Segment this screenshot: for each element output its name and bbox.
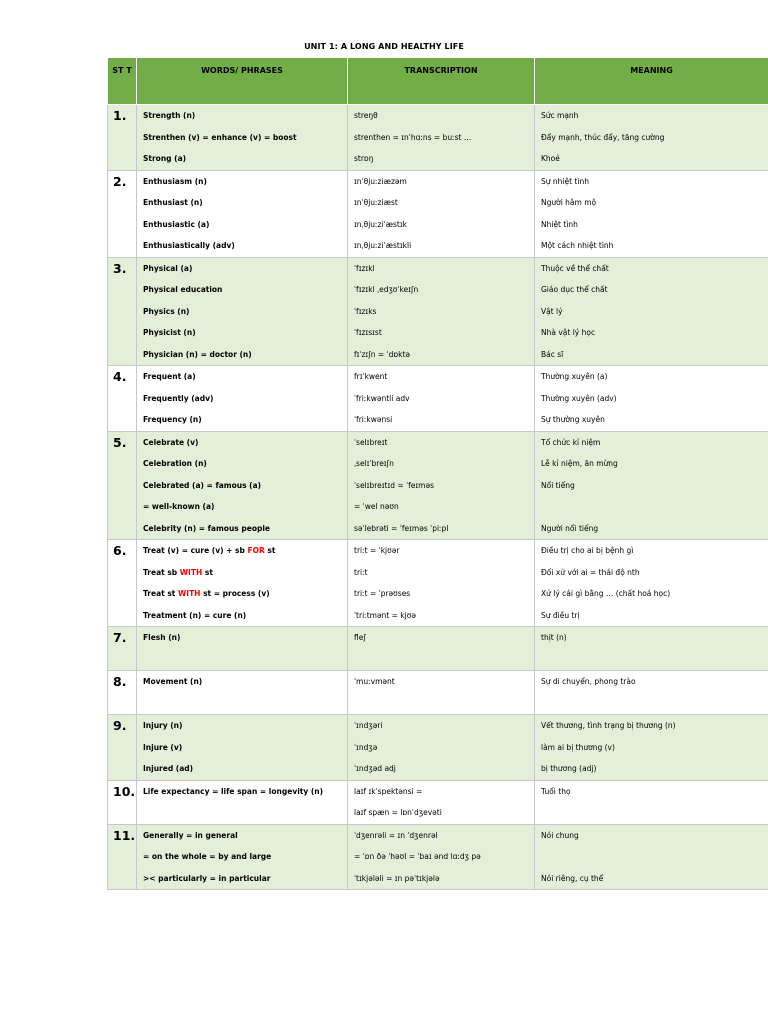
header-meaning: MEANING bbox=[535, 58, 768, 105]
transcription-line: ˈɪndʒəri bbox=[354, 721, 383, 730]
transcription-line: triːt bbox=[354, 567, 368, 577]
trans-cell bbox=[348, 366, 535, 432]
word-line: Treatment (n) = cure (n) bbox=[143, 610, 247, 620]
header-words: WORDS/ PHRASES bbox=[137, 58, 348, 105]
word-line: Physics (n) bbox=[143, 306, 190, 316]
meaning-line bbox=[535, 846, 768, 868]
transcription-line: frɪˈkwent bbox=[354, 372, 388, 381]
transcription-line: ˈɪndʒə bbox=[354, 742, 378, 752]
transcription-line: ˈfɪzɪkl ˌedʒʊˈkeɪʃn bbox=[354, 285, 419, 294]
word-line: Enthusiastically (adv) bbox=[143, 241, 235, 250]
transcription-line: ˈselɪbreɪtɪd = ˈfeɪməs bbox=[354, 480, 435, 490]
mean-cell bbox=[535, 257, 768, 366]
mean-cell bbox=[535, 540, 768, 627]
words-cell bbox=[137, 540, 348, 627]
transcription-line: ɪnˌθjuːziˈæstɪk bbox=[354, 219, 407, 229]
word-line: Treat st WITH st = process (v) bbox=[143, 589, 270, 598]
transcription-line: fleʃ bbox=[354, 633, 366, 642]
meaning-line: Nói riêng, cụ thể bbox=[541, 873, 604, 883]
transcription-line: ɪnˌθjuːziˈæstɪkli bbox=[354, 241, 412, 250]
words-cell bbox=[137, 366, 348, 432]
trans-cell bbox=[348, 540, 535, 627]
row-number: 11. bbox=[113, 827, 136, 843]
transcription-line: = ˈwel nəʊn bbox=[354, 502, 399, 511]
mean-cell bbox=[535, 366, 768, 432]
meaning-line: Thuộc về thể chất bbox=[541, 263, 609, 273]
word-line: = on the whole = by and large bbox=[143, 852, 272, 861]
transcription-line: strenthen = ɪnˈhɑːns = buːst … bbox=[354, 132, 472, 142]
word-line: Celebration (n) bbox=[143, 459, 207, 468]
trans-cell bbox=[348, 715, 535, 781]
meaning-line: Nổi tiếng bbox=[541, 480, 575, 490]
word-line: Life expectancy = life span = longevity (n) bbox=[143, 786, 324, 796]
words-cell bbox=[137, 627, 348, 671]
meaning-line: thịt (n) bbox=[541, 633, 567, 642]
meaning-line: Sự điều trị bbox=[541, 610, 580, 620]
transcription-line: = ˈɒn ðə ˈhəʊl = ˈbaɪ ənd lɑːdʒ pə bbox=[354, 852, 481, 861]
meaning-line: làm ai bị thương (v) bbox=[541, 742, 615, 752]
table-row bbox=[108, 715, 768, 781]
word-line bbox=[137, 649, 347, 671]
row-number: 5. bbox=[113, 434, 127, 450]
highlight-preposition: WITH bbox=[178, 589, 201, 598]
meaning-line: Vết thương, tình trạng bị thương (n) bbox=[541, 721, 676, 730]
meaning-line: Đẩy mạnh, thúc đẩy, tăng cường bbox=[541, 132, 665, 142]
mean-cell bbox=[535, 170, 768, 257]
table-row bbox=[108, 105, 768, 171]
meaning-line: Bác sĩ bbox=[541, 349, 564, 359]
row-number-cell bbox=[108, 366, 137, 432]
table-row bbox=[108, 170, 768, 257]
meaning-line: Tuổi thọ bbox=[541, 786, 571, 796]
meaning-line: Nhà vật lý học bbox=[541, 328, 596, 337]
table-row bbox=[108, 431, 768, 540]
transcription-line: ˈselɪbreɪt bbox=[354, 437, 388, 447]
meaning-line bbox=[535, 649, 768, 671]
meaning-line: Sự di chuyển, phong trào bbox=[541, 677, 636, 686]
meaning-line: Người hâm mộ bbox=[541, 198, 597, 207]
transcription-line bbox=[348, 693, 534, 715]
meaning-line: Khoẻ bbox=[541, 154, 560, 163]
meaning-line: Sức mạnh bbox=[541, 111, 579, 120]
mean-cell bbox=[535, 627, 768, 671]
word-line: Physician (n) = doctor (n) bbox=[143, 349, 252, 359]
row-number: 4. bbox=[113, 369, 127, 384]
row-number: 1. bbox=[113, 108, 127, 123]
row-number: 3. bbox=[113, 260, 127, 276]
words-cell bbox=[137, 105, 348, 171]
word-line: Frequently (adv) bbox=[143, 393, 214, 403]
meaning-line: Người nổi tiếng bbox=[541, 523, 599, 533]
table-row bbox=[108, 671, 768, 715]
meaning-line: Thường xuyên (a) bbox=[541, 372, 608, 381]
word-line: Generally = in general bbox=[143, 830, 238, 840]
word-line bbox=[137, 693, 347, 715]
row-number-cell bbox=[108, 170, 137, 257]
meaning-line: Đối xử với ai = thái độ nth bbox=[541, 567, 640, 577]
row-number-cell bbox=[108, 431, 137, 540]
transcription-line: ˈmuːvmənt bbox=[354, 677, 395, 686]
table-row bbox=[108, 627, 768, 671]
words-cell bbox=[137, 170, 348, 257]
word-line: Treat (v) = cure (v) + sb FOR st bbox=[143, 546, 276, 555]
word-line: Injury (n) bbox=[143, 721, 183, 730]
word-line: Physical (a) bbox=[143, 263, 193, 273]
meaning-line: Điều trị cho ai bị bệnh gì bbox=[541, 546, 634, 555]
meaning-line: Lễ kỉ niệm, ăn mừng bbox=[541, 459, 618, 468]
meaning-line: bị thương (adj) bbox=[541, 764, 597, 773]
row-number-cell bbox=[108, 105, 137, 171]
word-line: Enthusiasm (n) bbox=[143, 176, 207, 186]
meaning-line: Nói chung bbox=[541, 830, 579, 840]
table-row bbox=[108, 540, 768, 627]
table-row bbox=[108, 257, 768, 366]
row-number: 8. bbox=[113, 674, 127, 689]
mean-cell bbox=[535, 780, 768, 824]
document-title: UNIT 1: A LONG AND HEALTHY LIFE bbox=[304, 42, 464, 51]
words-cell bbox=[137, 715, 348, 781]
transcription-line: laɪf spæn = lɒnˈdʒevəti bbox=[354, 808, 442, 817]
word-line: Celebrity (n) = famous people bbox=[143, 523, 271, 533]
row-number-cell bbox=[108, 257, 137, 366]
meaning-line: Vật lý bbox=[541, 306, 563, 316]
meaning-line: Xử lý cái gì bằng … (chất hoá học) bbox=[541, 589, 671, 598]
trans-cell bbox=[348, 170, 535, 257]
transcription-line: triːt = ˈprəʊses bbox=[354, 589, 411, 598]
transcription-line: fɪˈzɪʃn = ˈdɒktə bbox=[354, 349, 411, 359]
transcription-line: ˈfɪzɪkl bbox=[354, 263, 375, 273]
meaning-line bbox=[535, 802, 768, 824]
transcription-line: ˈfɪzɪks bbox=[354, 306, 377, 316]
word-line: Injured (ad) bbox=[143, 764, 194, 773]
row-number-cell bbox=[108, 780, 137, 824]
meaning-line: Thường xuyên (adv) bbox=[541, 393, 617, 403]
word-line: Celebrate (v) bbox=[143, 437, 199, 447]
row-number: 6. bbox=[113, 543, 127, 558]
transcription-line: ɪnˈθjuːziæzəm bbox=[354, 176, 407, 186]
word-line: Strong (a) bbox=[143, 154, 187, 163]
mean-cell bbox=[535, 671, 768, 715]
header-st: ST T bbox=[108, 58, 137, 105]
words-cell bbox=[137, 257, 348, 366]
transcription-line: ˈfriːkwənsi bbox=[354, 415, 393, 424]
transcription-line: strɒŋ bbox=[354, 154, 374, 163]
header-transcription: TRANSCRIPTION bbox=[348, 58, 535, 105]
row-number-cell bbox=[108, 824, 137, 890]
highlight-preposition: FOR bbox=[247, 546, 265, 555]
table-row bbox=[108, 824, 768, 890]
word-line: >< particularly = in particular bbox=[143, 873, 271, 883]
word-line: Frequency (n) bbox=[143, 415, 202, 424]
word-line: Enthusiastic (a) bbox=[143, 219, 210, 229]
row-number: 9. bbox=[113, 718, 127, 733]
word-line: Treat sb WITH st bbox=[143, 567, 213, 577]
table-row bbox=[108, 366, 768, 432]
meaning-line: Nhiệt tình bbox=[541, 219, 578, 229]
table-header-row bbox=[108, 58, 768, 105]
transcription-line: ˈfriːkwəntli adv bbox=[354, 393, 410, 403]
row-number-cell bbox=[108, 715, 137, 781]
word-line: Frequent (a) bbox=[143, 372, 196, 381]
words-cell bbox=[137, 431, 348, 540]
transcription-line: laɪf ɪkˈspektənsi = bbox=[354, 786, 423, 796]
meaning-line bbox=[535, 496, 768, 518]
transcription-line: ˈdʒenrəli = ɪn ˈdʒenrəl bbox=[354, 830, 438, 840]
transcription-line: triːt = ˈkjʊər bbox=[354, 546, 400, 555]
word-line: Enthusiast (n) bbox=[143, 198, 203, 207]
transcription-line: ɪnˈθjuːziæst bbox=[354, 198, 398, 207]
mean-cell bbox=[535, 105, 768, 171]
word-line: Flesh (n) bbox=[143, 633, 181, 642]
trans-cell bbox=[348, 627, 535, 671]
transcription-line: ˈtɪkjələli = ɪn pəˈtɪkjələ bbox=[354, 873, 440, 883]
meaning-line: Tổ chức kỉ niệm bbox=[541, 437, 601, 447]
mean-cell bbox=[535, 824, 768, 890]
transcription-line: ˈtriːtmənt = kjʊə bbox=[354, 610, 416, 620]
row-number: 7. bbox=[113, 630, 127, 645]
word-line: Physical education bbox=[143, 285, 223, 294]
word-line: Injure (v) bbox=[143, 742, 183, 752]
meaning-line: Giáo dục thể chất bbox=[541, 285, 608, 294]
trans-cell bbox=[348, 671, 535, 715]
meaning-line: Sự nhiệt tình bbox=[541, 176, 589, 186]
meaning-line: Một cách nhiệt tình bbox=[541, 241, 614, 250]
words-cell bbox=[137, 671, 348, 715]
word-line: Strenthen (v) = enhance (v) = boost bbox=[143, 132, 297, 142]
words-cell bbox=[137, 824, 348, 890]
row-number-cell bbox=[108, 627, 137, 671]
transcription-line: streŋθ bbox=[354, 111, 378, 120]
trans-cell bbox=[348, 824, 535, 890]
row-number-cell bbox=[108, 671, 137, 715]
word-line: = well-known (a) bbox=[143, 502, 215, 511]
mean-cell bbox=[535, 431, 768, 540]
row-number-cell bbox=[108, 540, 137, 627]
meaning-line: Sự thường xuyên bbox=[541, 415, 605, 424]
vocabulary-table bbox=[107, 57, 768, 890]
trans-cell bbox=[348, 431, 535, 540]
transcription-line: ˈfɪzɪsɪst bbox=[354, 328, 382, 337]
word-line: Celebrated (a) = famous (a) bbox=[143, 480, 262, 490]
mean-cell bbox=[535, 715, 768, 781]
word-line: Physicist (n) bbox=[143, 328, 196, 337]
word-line: Strength (n) bbox=[143, 111, 196, 120]
transcription-line bbox=[348, 649, 534, 671]
row-number: 2. bbox=[113, 173, 127, 189]
row-number: 10. bbox=[113, 783, 136, 799]
word-line: Movement (n) bbox=[143, 677, 203, 686]
table-row bbox=[108, 780, 768, 824]
meaning-line bbox=[535, 693, 768, 715]
transcription-line: ˈɪndʒəd adj bbox=[354, 764, 396, 773]
highlight-preposition: WITH bbox=[179, 567, 203, 577]
transcription-line: ˌselɪˈbreɪʃn bbox=[354, 459, 394, 468]
trans-cell bbox=[348, 257, 535, 366]
trans-cell bbox=[348, 105, 535, 171]
transcription-line: səˈlebrəti = ˈfeɪməs ˈpiːpl bbox=[354, 523, 449, 533]
word-line bbox=[137, 802, 347, 824]
words-cell bbox=[137, 780, 348, 824]
trans-cell bbox=[348, 780, 535, 824]
